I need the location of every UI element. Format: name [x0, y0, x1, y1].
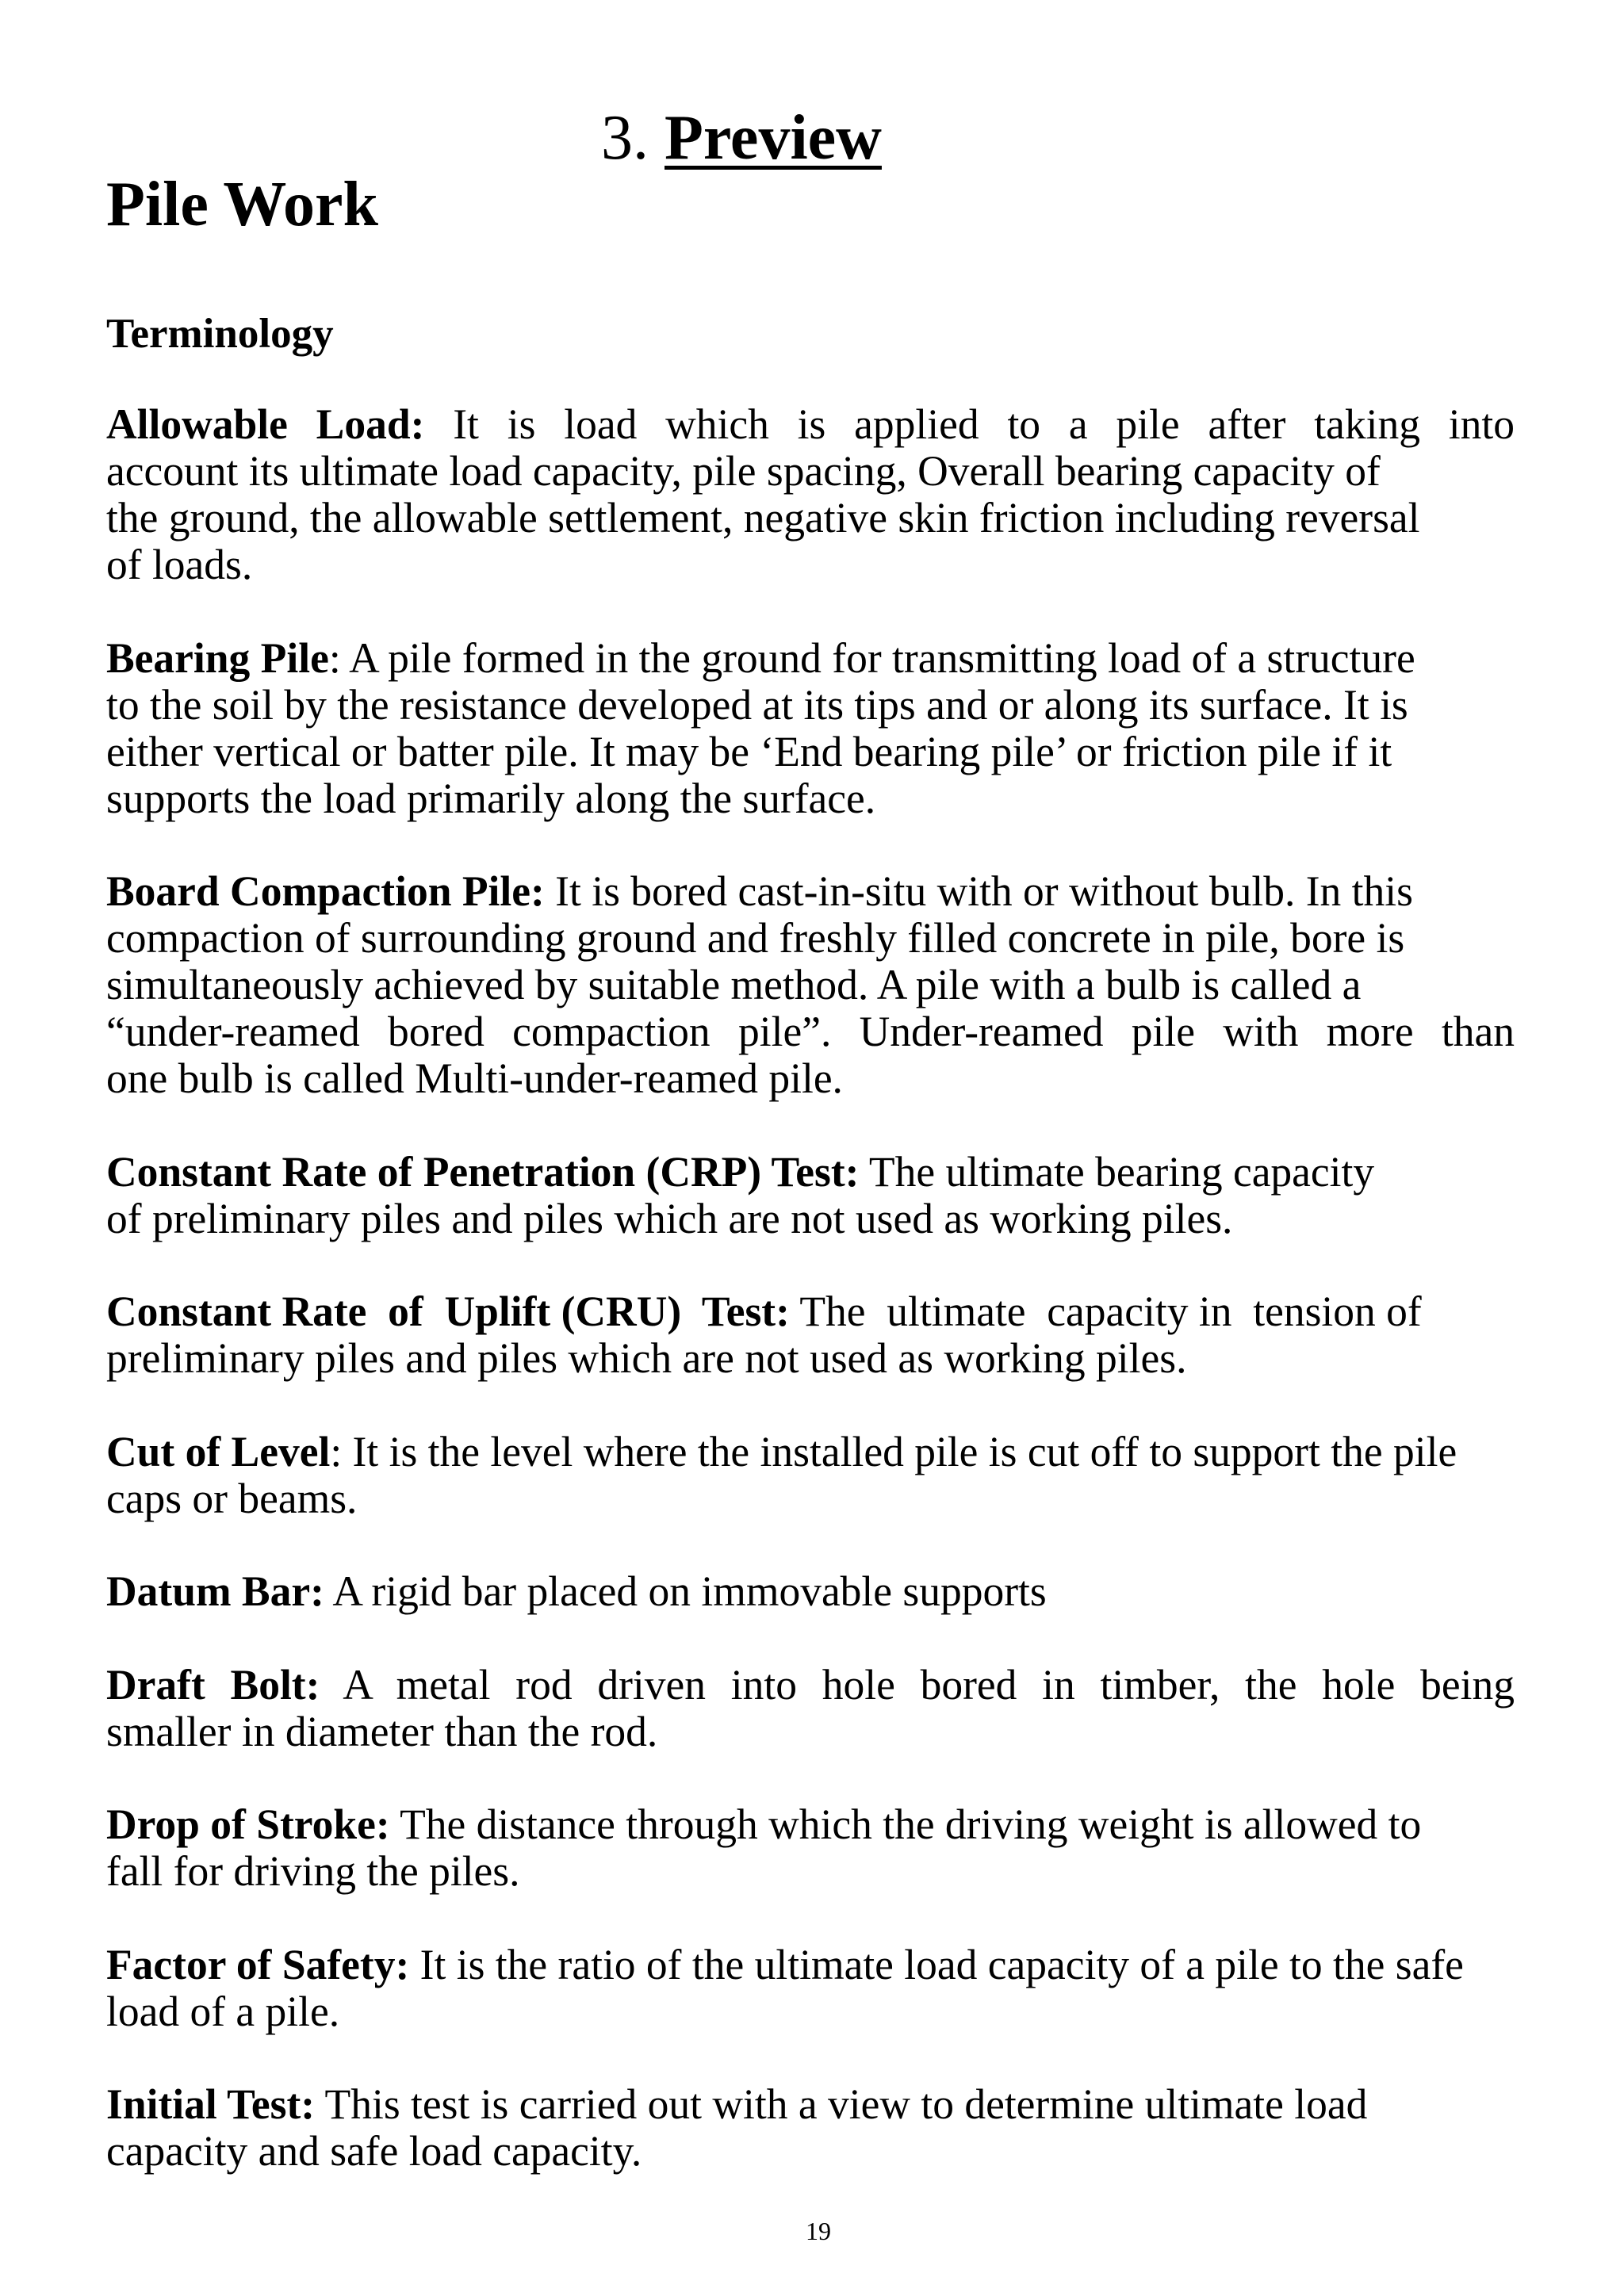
section-heading [601, 101, 882, 174]
definition-line: compaction of surrounding ground and freshly filled concrete in pile, bore is [106, 914, 1405, 962]
term-factor-of-safety [106, 1942, 1515, 2035]
definition-line [106, 1662, 1515, 1709]
term-cut-of-level [106, 1429, 1515, 1522]
definition-text: The ultimate capacity in tension of [789, 1288, 1422, 1335]
definition-line: either vertical or batter pile. It may be ‘End bearing pile’ or friction pile if it [106, 727, 1392, 775]
definition-line [106, 1288, 1515, 1335]
term-name: Cut of Level [106, 1427, 331, 1475]
definition-line: load of a pile. [106, 1987, 340, 2035]
definition-text: It is load which is applied to a pile after taking into [424, 400, 1515, 448]
term-draft-bolt [106, 1662, 1515, 1755]
term-name: Constant Rate of Penetration (CRP) Test: [106, 1147, 860, 1196]
term-name: Drop of Stroke: [106, 1800, 390, 1848]
definition-line: fall for driving the piles. [106, 1847, 520, 1895]
definition-text: The ultimate bearing capacity [859, 1147, 1375, 1196]
definition-line: preliminary piles and piles which are not used as working piles. [106, 1334, 1187, 1382]
definition-text: : It is the level where the installed pile is cut off to support the pile [330, 1427, 1457, 1475]
definition-line: caps or beams. [106, 1474, 358, 1522]
terminology-list [106, 401, 1515, 2221]
term-name: Factor of Safety: [106, 1940, 410, 1988]
definition-text: A rigid bar placed on immovable supports [324, 1567, 1047, 1615]
term-initial-test [106, 2081, 1515, 2175]
definition-line [106, 868, 1515, 915]
definition-text: It is bored cast-in-situ with or without bulb. In this [544, 867, 1413, 915]
term-name: Bearing Pile [106, 633, 329, 682]
definition-text: It is the ratio of the ultimate load capacity of a pile to the safe [409, 1940, 1464, 1988]
definition-line [106, 1942, 1515, 1988]
definition-line: smaller in diameter than the rod. [106, 1707, 658, 1755]
page-number: 19 [806, 2217, 831, 2245]
chapter-title: Pile Work [106, 170, 378, 239]
term-datum-bar [106, 1568, 1515, 1615]
definition-line: simultaneously achieved by suitable method. A pile with a bulb is called a [106, 961, 1362, 1008]
term-cru-test [106, 1288, 1515, 1382]
term-name: Draft Bolt: [106, 1660, 320, 1709]
definition-line [106, 1801, 1515, 1848]
section-title: Preview [665, 103, 882, 173]
term-drop-of-stroke [106, 1801, 1515, 1895]
definition-line: supports the load primarily along the surface. [106, 774, 876, 822]
term-name: Initial Test: [106, 2080, 316, 2128]
definition-line: of loads. [106, 541, 253, 588]
definition-line: of preliminary piles and piles which are not used as working piles. [106, 1194, 1233, 1242]
definition-line: “under-reamed bored compaction pile”. Under-reamed pile with more than [106, 1008, 1515, 1055]
definition-line [106, 1568, 1515, 1615]
definition-line [106, 1149, 1515, 1196]
definition-line: account its ultimate load capacity, pile spacing, Overall bearing capacity of [106, 447, 1381, 495]
terminology-heading: Terminology [106, 311, 334, 357]
term-allowable-load [106, 401, 1515, 588]
term-name: Datum Bar: [106, 1567, 324, 1615]
definition-line [106, 1429, 1515, 1475]
term-crp-test [106, 1149, 1515, 1242]
term-name: Allowable Load: [106, 400, 425, 448]
definition-line: the ground, the allowable settlement, negative skin friction including reversal [106, 494, 1420, 541]
definition-text: A metal rod driven into hole bored in timber, the hole being [320, 1660, 1515, 1709]
definition-line: capacity and safe load capacity. [106, 2127, 642, 2175]
definition-line [106, 635, 1515, 682]
term-name: Constant Rate of Uplift (CRU) Test: [106, 1288, 790, 1335]
term-name: Board Compaction Pile: [106, 867, 545, 915]
definition-line: to the soil by the resistance developed at its tips and or along its surface. It is [106, 680, 1408, 729]
definition-text: The distance through which the driving weight is allowed to [389, 1800, 1422, 1848]
definition-line: one bulb is called Multi-under-reamed pile. [106, 1054, 843, 1102]
section-number: 3. [601, 103, 649, 173]
definition-text: This test is carried out with a view to determine ultimate load [315, 2080, 1368, 2128]
term-bearing-pile [106, 635, 1515, 822]
definition-line [106, 401, 1515, 448]
definition-text: : A pile formed in the ground for transmitting load of a structure [328, 633, 1415, 682]
definition-line [106, 2081, 1515, 2128]
term-board-compaction-pile [106, 868, 1515, 1102]
